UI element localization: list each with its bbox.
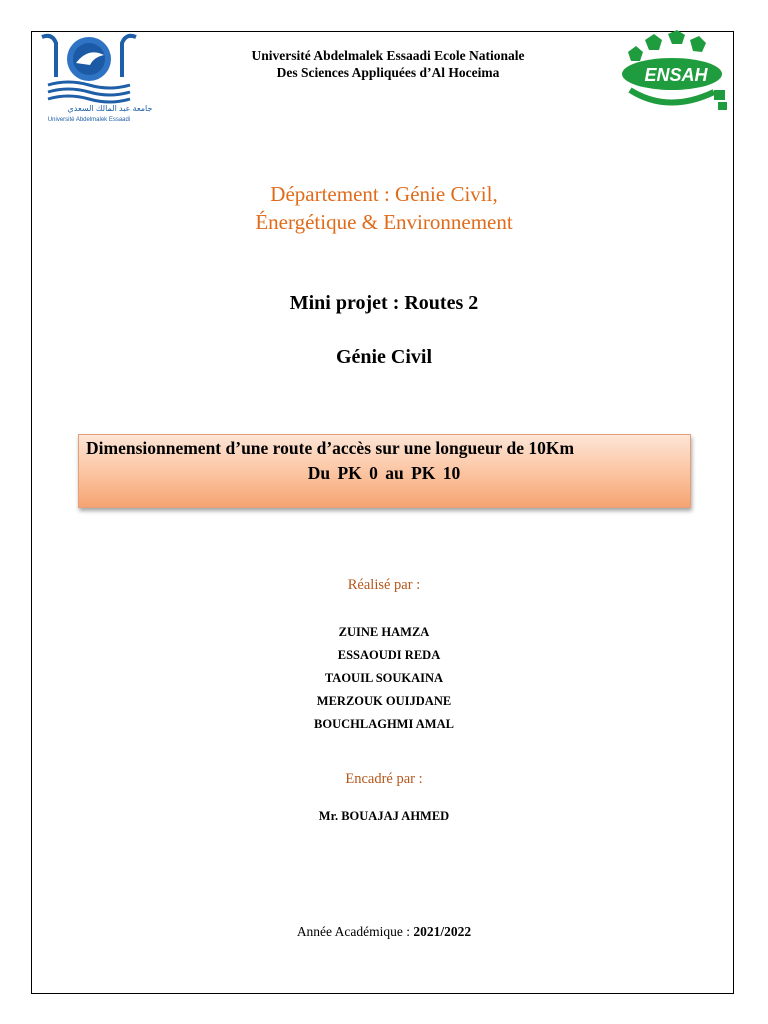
department-heading — [0, 180, 768, 236]
page-border — [31, 31, 734, 994]
university-line-2: Des Sciences Appliquées d’Al Hoceima — [276, 65, 500, 80]
university-logo-icon — [38, 33, 153, 123]
supervisor-name: Mr. BOUAJAJ AHMED — [318, 809, 450, 823]
author-name: ESSAOUDI REDA — [337, 648, 441, 662]
author-name: TAOUIL SOUKAINA — [324, 671, 444, 685]
topic-line-2: Du PK 0 au PK 10 — [307, 463, 461, 483]
department-line-1: Département : Génie Civil, — [270, 182, 498, 206]
academic-year-value: 2021/2022 — [413, 924, 472, 939]
university-name — [180, 47, 596, 81]
author-name: BOUCHLAGHMI AMAL — [314, 717, 454, 731]
topic-line-1: Dimensionnement d’une route d’accès sur une longueur de 10Km — [86, 438, 575, 458]
authors-label: Réalisé par : — [347, 577, 421, 593]
academic-year — [0, 924, 768, 940]
department-line-2: Énergétique & Environnement — [255, 210, 513, 234]
university-logo-caption: Université Abdelmalek Essaadi — [47, 117, 131, 123]
university-logo-arabic: جامعة عبد المالك السعدي — [67, 104, 153, 113]
project-title: Mini projet : Routes 2 — [289, 292, 479, 314]
ensah-logo-text: ENSAH — [644, 65, 708, 85]
project-branch: Génie Civil — [335, 346, 433, 368]
ensah-logo-icon — [618, 30, 736, 114]
university-line-1: Université Abdelmalek Essaadi Ecole Nationale — [251, 48, 525, 63]
author-name: ZUINE HAMZA — [338, 625, 430, 639]
supervisor-label: Encadré par : — [345, 771, 423, 787]
academic-year-label: Année Académique : — [296, 924, 414, 939]
author-list — [0, 621, 768, 736]
author-name: MERZOUK OUIJDANE — [316, 694, 452, 708]
